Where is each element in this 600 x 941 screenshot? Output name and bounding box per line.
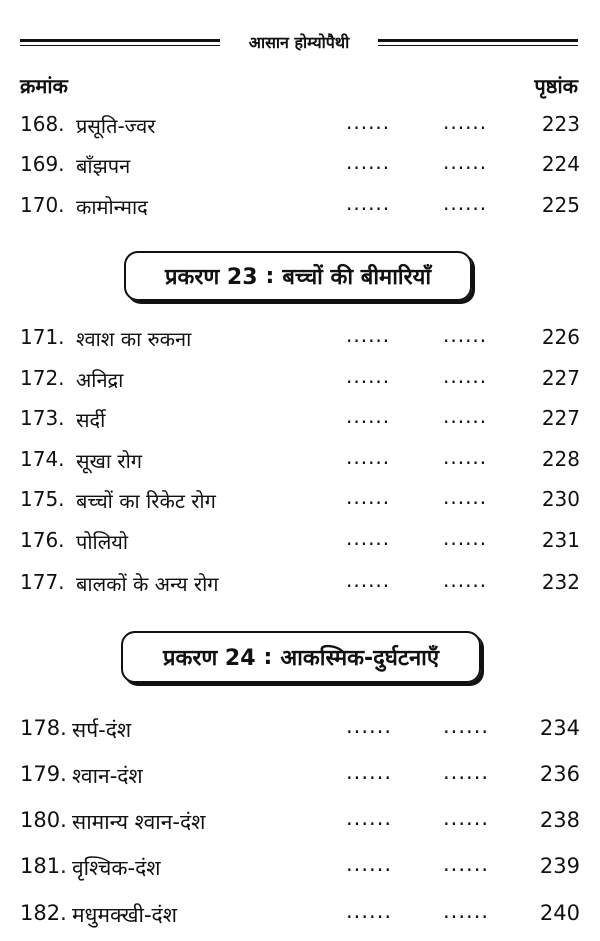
chapter-heading-23 — [124, 251, 472, 301]
chapter-label: प्रकरण 24 — [162, 646, 256, 671]
entry-title: सामान्य श्वान-दंश — [72, 810, 206, 834]
dot-leader: ...... — [346, 760, 393, 784]
dot-leader: ...... — [443, 526, 488, 550]
dot-leader: ...... — [443, 899, 490, 923]
dot-leader: ...... — [346, 485, 391, 509]
dot-leader: ...... — [443, 445, 488, 469]
toc-entry — [20, 406, 580, 440]
entry-number: 172. — [20, 366, 65, 390]
entry-title: पोलियो — [76, 530, 129, 554]
toc-entry — [20, 808, 580, 842]
entry-page: 239 — [539, 854, 580, 878]
column-heading-page: पृष्ठांक — [534, 74, 578, 98]
dot-leader: ...... — [346, 191, 391, 215]
toc-entry — [20, 325, 580, 359]
entry-page: 227 — [541, 406, 580, 430]
dot-leader: ...... — [443, 191, 488, 215]
entry-title: श्वाश का रुकना — [76, 327, 192, 351]
toc-entry — [20, 152, 580, 186]
entry-number: 170. — [20, 193, 65, 217]
dot-leader: ...... — [443, 568, 488, 592]
dot-leader: ...... — [346, 714, 393, 738]
chapter-colon: : — [263, 644, 273, 670]
toc-entry — [20, 112, 580, 146]
entry-title: मधुमक्खी-दंश — [72, 903, 177, 927]
chapter-colon: : — [265, 263, 275, 289]
entry-page: 231 — [541, 528, 580, 552]
header-title: आसान होम्योपैथी — [20, 31, 578, 53]
entry-page: 230 — [541, 487, 580, 511]
entry-number: 179. — [20, 762, 67, 786]
dot-leader: ...... — [443, 110, 488, 134]
toc-entry — [20, 570, 580, 604]
toc-entry — [20, 447, 580, 481]
entry-number: 174. — [20, 447, 65, 471]
entry-page: 228 — [541, 447, 580, 471]
entry-page: 232 — [541, 570, 580, 594]
entry-number: 168. — [20, 112, 65, 136]
entry-title: अनिद्रा — [76, 368, 124, 392]
chapter-heading-24 — [121, 631, 481, 683]
dot-leader: ...... — [346, 806, 393, 830]
dot-leader: ...... — [443, 760, 490, 784]
entry-number: 178. — [20, 716, 67, 740]
toc-entry — [20, 193, 580, 227]
dot-leader: ...... — [443, 714, 490, 738]
chapter-label: प्रकरण 23 — [164, 265, 258, 290]
dot-leader: ...... — [443, 150, 488, 174]
dot-leader: ...... — [443, 485, 488, 509]
toc-entry — [20, 854, 580, 888]
column-heading-serial: क्रमांक — [20, 74, 68, 98]
entry-title: बाँझपन — [76, 154, 131, 178]
entry-title: बालकों के अन्य रोग — [76, 572, 219, 596]
entry-title: बच्चों का रिकेट रोग — [76, 489, 216, 513]
entry-page: 223 — [541, 112, 580, 136]
entry-title: प्रसूति-ज्वर — [76, 114, 156, 138]
dot-leader: ...... — [346, 526, 391, 550]
entry-page: 226 — [541, 325, 580, 349]
toc-entry — [20, 366, 580, 400]
entry-page: 227 — [541, 366, 580, 390]
dot-leader: ...... — [443, 323, 488, 347]
entry-number: 181. — [20, 854, 67, 878]
entry-number: 175. — [20, 487, 65, 511]
dot-leader: ...... — [346, 364, 391, 388]
dot-leader: ...... — [443, 806, 490, 830]
entry-page: 236 — [539, 762, 580, 786]
entry-number: 180. — [20, 808, 67, 832]
dot-leader: ...... — [346, 323, 391, 347]
dot-leader: ...... — [346, 404, 391, 428]
chapter-title: आकस्मिक-दुर्घटनाएँ — [280, 646, 440, 671]
dot-leader: ...... — [443, 364, 488, 388]
dot-leader: ...... — [346, 899, 393, 923]
entry-page: 225 — [541, 193, 580, 217]
entry-number: 176. — [20, 528, 65, 552]
chapter-title: बच्चों की बीमारियाँ — [282, 265, 432, 290]
toc-entry — [20, 716, 580, 750]
toc-entry — [20, 762, 580, 796]
dot-leader: ...... — [346, 568, 391, 592]
toc-entry — [20, 901, 580, 935]
entry-title: सर्दी — [76, 408, 106, 432]
toc-entry — [20, 487, 580, 521]
dot-leader: ...... — [346, 852, 393, 876]
entry-number: 182. — [20, 901, 67, 925]
entry-title: श्वान-दंश — [72, 764, 143, 788]
entry-page: 240 — [539, 901, 580, 925]
dot-leader: ...... — [346, 445, 391, 469]
entry-page: 238 — [539, 808, 580, 832]
entry-number: 177. — [20, 570, 65, 594]
dot-leader: ...... — [443, 852, 490, 876]
entry-title: कामोन्माद — [76, 195, 148, 219]
entry-page: 224 — [541, 152, 580, 176]
dot-leader: ...... — [346, 110, 391, 134]
toc-entry — [20, 528, 580, 562]
dot-leader: ...... — [346, 150, 391, 174]
entry-page: 234 — [539, 716, 580, 740]
dot-leader: ...... — [443, 404, 488, 428]
entry-title: वृश्चिक-दंश — [72, 856, 161, 880]
entry-title: सूखा रोग — [76, 449, 143, 473]
entry-number: 173. — [20, 406, 65, 430]
entry-number: 171. — [20, 325, 65, 349]
entry-title: सर्प-दंश — [72, 718, 132, 742]
running-header — [20, 28, 578, 58]
entry-number: 169. — [20, 152, 65, 176]
